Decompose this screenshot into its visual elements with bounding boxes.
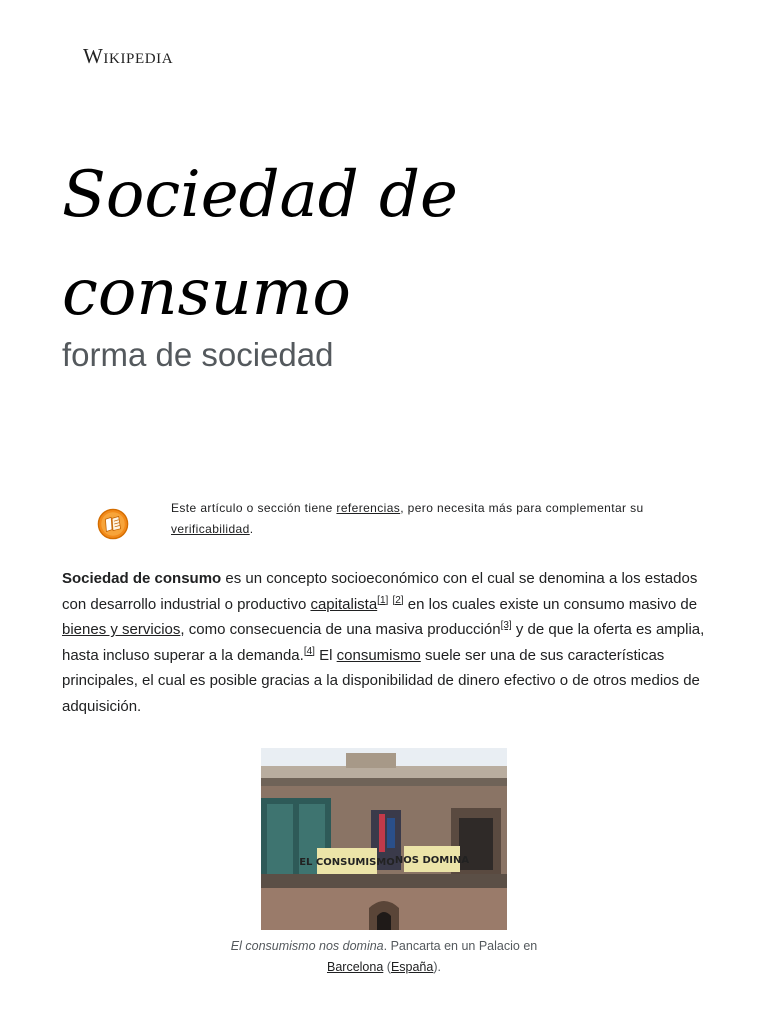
caption-text: . Pancarta en un Palacio en [383,939,538,953]
books-notice-icon [97,508,129,540]
lead-text: El [314,646,337,664]
banner-text-right: NOS DOMINA [394,855,470,866]
wikipedia-wordmark[interactable]: Wikipedia [83,44,174,68]
banner-text-left: EL CONSUMISMO [299,857,395,868]
caption-text: ( [383,960,391,974]
title-line-1: Sociedad de [62,158,458,232]
lead-bold-term: Sociedad de consumo [62,570,222,587]
page-subtitle: forma de sociedad [62,336,334,373]
figure-caption [221,936,547,978]
notice-text-part: . [249,522,254,536]
title-line-2: consumo [62,256,351,330]
capitalista-link[interactable]: capitalista [310,595,378,613]
bienes-y-servicios-link[interactable]: bienes y servicios [62,621,181,639]
palace-banner-photo[interactable] [261,748,507,930]
lead-text: suele ser una de sus características principales, el cual es posible gracias a la disponibilidad de dinero efectivo o de otros medios de adquisición. [62,646,700,715]
consumismo-link[interactable]: consumismo [336,646,421,664]
espana-link[interactable]: España [390,960,434,974]
article-figure [230,748,538,974]
lead-text: y de que la oferta es amplia, hasta incluso superar a la demanda. [62,621,705,664]
ref-3-link[interactable]: [3] [500,620,512,632]
ref-2-link[interactable]: [2] [392,594,404,606]
lead-text: , como consecuencia de una masiva producción [180,621,501,639]
caption-text: ). [433,960,441,974]
ref-1-link[interactable]: [1] [377,594,389,606]
lead-text: es un concepto socioeconómico con el cual se denomina a los estados con desarrollo industrial o productivo [62,570,698,613]
notice-text-part: , pero necesita más para complementar su [400,501,644,515]
lead-text: en los cuales existe un consumo masivo de [403,595,698,613]
verificabilidad-link[interactable]: verificabilidad [171,522,250,536]
referencias-link[interactable]: referencias [336,501,401,515]
page-title [62,146,682,342]
notice-text-part: Este artículo o sección tiene [171,501,337,515]
lead-paragraph [62,566,710,720]
ref-4-link[interactable]: [4] [303,645,315,657]
notice-text [171,498,691,540]
barcelona-link[interactable]: Barcelona [327,960,384,974]
caption-italic: El consumismo nos domina [230,939,384,953]
